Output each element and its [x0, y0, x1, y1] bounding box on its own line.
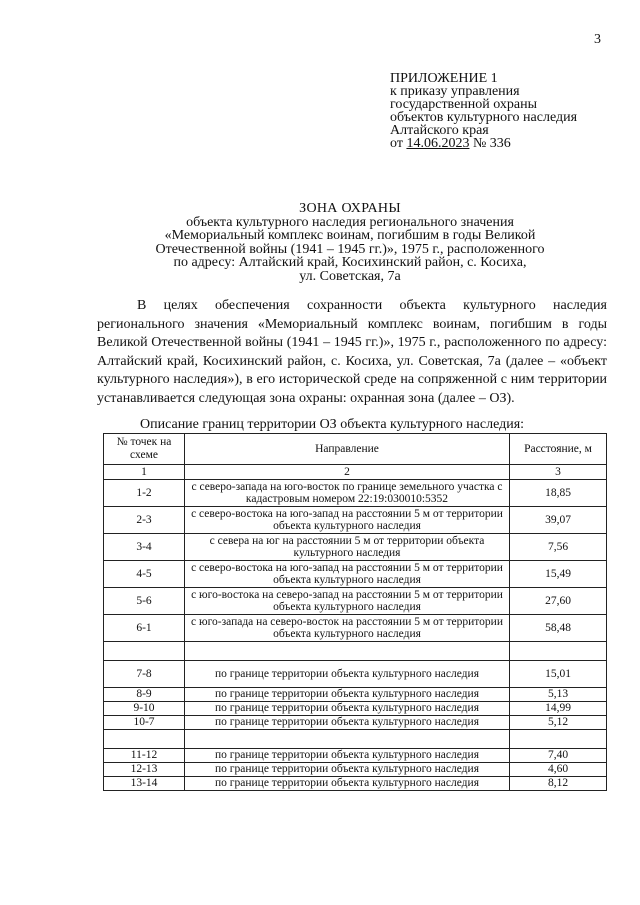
- table-row: [104, 661, 607, 688]
- table-empty-row: [104, 730, 607, 749]
- heading-line: объекта культурного наследия регионального значения: [186, 214, 514, 230]
- cell-points: 10-7: [104, 716, 185, 730]
- cell-direction: с юго-востока на северо-запад на расстоянии 5 м от территории объекта культурного наследия: [185, 588, 510, 615]
- table-row: [104, 480, 607, 507]
- order-date: 14.06.2023: [406, 136, 470, 151]
- table-caption: Описание границ территории ОЗ объекта культурного наследия:: [140, 417, 525, 432]
- table-row: [104, 561, 607, 588]
- cell-direction: по границе территории объекта культурного наследия: [185, 763, 510, 777]
- appendix-line: Алтайского края: [390, 123, 489, 138]
- table-row: [104, 588, 607, 615]
- header-direction: Направление: [185, 434, 510, 465]
- cell-distance: 58,48: [510, 615, 607, 642]
- heading-title: ЗОНА ОХРАНЫ: [299, 201, 401, 216]
- appendix-date-line: [390, 137, 577, 150]
- col-number: 2: [185, 465, 510, 480]
- cell-points: 2-3: [104, 507, 185, 534]
- cell-direction: по границе территории объекта культурного наследия: [185, 777, 510, 791]
- cell-direction: с северо-запада на юго-восток по границе земельного участка с кадастровым номером 22:19:030010:5352: [185, 480, 510, 507]
- appendix-line: к приказу управления: [390, 84, 520, 99]
- cell-direction: по границе территории объекта культурного наследия: [185, 661, 510, 688]
- cell-distance: 7,40: [510, 749, 607, 763]
- order-number: № 336: [469, 136, 511, 151]
- table-row: [104, 615, 607, 642]
- cell-distance: 27,60: [510, 588, 607, 615]
- cell-direction: с севера на юг на расстоянии 5 м от территории объекта культурного наследия: [185, 534, 510, 561]
- cell-distance: 15,49: [510, 561, 607, 588]
- cell-distance: 4,60: [510, 763, 607, 777]
- cell-direction: по границе территории объекта культурного наследия: [185, 749, 510, 763]
- header-distance: Расстояние, м: [510, 434, 607, 465]
- cell-direction: по границе территории объекта культурного наследия: [185, 716, 510, 730]
- cell-direction: с юго-запада на северо-восток на расстоянии 5 м от территории объекта культурного наследия: [185, 615, 510, 642]
- heading-line: по адресу: Алтайский край, Косихинский район, с. Косиха,: [173, 255, 527, 270]
- appendix-title: ПРИЛОЖЕНИЕ 1: [390, 71, 498, 86]
- col-number: 1: [104, 465, 185, 480]
- cell-empty: [104, 730, 185, 749]
- cell-points: 11-12: [104, 749, 185, 763]
- appendix-block: [390, 72, 577, 150]
- cell-points: 8-9: [104, 688, 185, 702]
- cell-points: 9-10: [104, 702, 185, 716]
- column-number-row: [104, 465, 607, 480]
- cell-direction: с северо-востока на юго-запад на расстоянии 5 м от территории объекта культурного наследия: [185, 561, 510, 588]
- table-row: [104, 749, 607, 763]
- paragraph-text: В целях обеспечения сохранности объекта культурного наследия регионального значения «Мемориальный комплекс воинам, погибшим в годы Великой Отечественной войны (1941 – 1945 гг.)», 1975 г., расположенного по адресу: Алтайский край, Косихинский район, с. Косиха, ул. Советская, 7а (далее – «объект культурного наследия»), в его исторической среде на сопряженной с ним территории устанавливается следующая зона охраны: охранная зона (далее – ОЗ).: [97, 298, 607, 406]
- cell-empty: [185, 730, 510, 749]
- cell-points: 7-8: [104, 661, 185, 688]
- table-row: [104, 688, 607, 702]
- appendix-line: государственной охраны: [390, 97, 538, 112]
- cell-distance: 15,01: [510, 661, 607, 688]
- cell-points: 13-14: [104, 777, 185, 791]
- table-header-row: [104, 434, 607, 465]
- table-row: [104, 777, 607, 791]
- table-row: [104, 763, 607, 777]
- table-row: [104, 507, 607, 534]
- table-empty-row: [104, 642, 607, 661]
- cell-distance: 5,12: [510, 716, 607, 730]
- cell-points: 4-5: [104, 561, 185, 588]
- cell-direction: по границе территории объекта культурного наследия: [185, 702, 510, 716]
- cell-distance: 14,99: [510, 702, 607, 716]
- col-number: 3: [510, 465, 607, 480]
- cell-points: 5-6: [104, 588, 185, 615]
- document-heading: [140, 202, 560, 283]
- cell-distance: 5,13: [510, 688, 607, 702]
- cell-empty: [510, 642, 607, 661]
- cell-empty: [185, 642, 510, 661]
- cell-points: 12-13: [104, 763, 185, 777]
- cell-distance: 7,56: [510, 534, 607, 561]
- cell-direction: по границе территории объекта культурного наследия: [185, 688, 510, 702]
- cell-empty: [104, 642, 185, 661]
- cell-distance: 39,07: [510, 507, 607, 534]
- page-number: 3: [594, 32, 601, 47]
- body-paragraph: [97, 297, 607, 408]
- heading-line: Отечественной войны (1941 – 1945 гг.)», 1975 г., расположенного: [155, 241, 545, 257]
- cell-empty: [510, 730, 607, 749]
- appendix-line: объектов культурного наследия: [390, 110, 578, 125]
- cell-distance: 8,12: [510, 777, 607, 791]
- table-row: [104, 702, 607, 716]
- table-row: [104, 534, 607, 561]
- table-row: [104, 716, 607, 730]
- header-points: № точек на схеме: [104, 434, 185, 465]
- cell-points: 3-4: [104, 534, 185, 561]
- cell-direction: с северо-востока на юго-запад на расстоянии 5 м от территории объекта культурного наследия: [185, 507, 510, 534]
- date-prefix: от: [390, 136, 407, 151]
- cell-points: 1-2: [104, 480, 185, 507]
- heading-line: ул. Советская, 7а: [299, 268, 401, 284]
- heading-line: «Мемориальный комплекс воинам, погибшим в годы Великой: [164, 228, 536, 243]
- boundary-table: [103, 433, 607, 791]
- cell-distance: 18,85: [510, 480, 607, 507]
- cell-points: 6-1: [104, 615, 185, 642]
